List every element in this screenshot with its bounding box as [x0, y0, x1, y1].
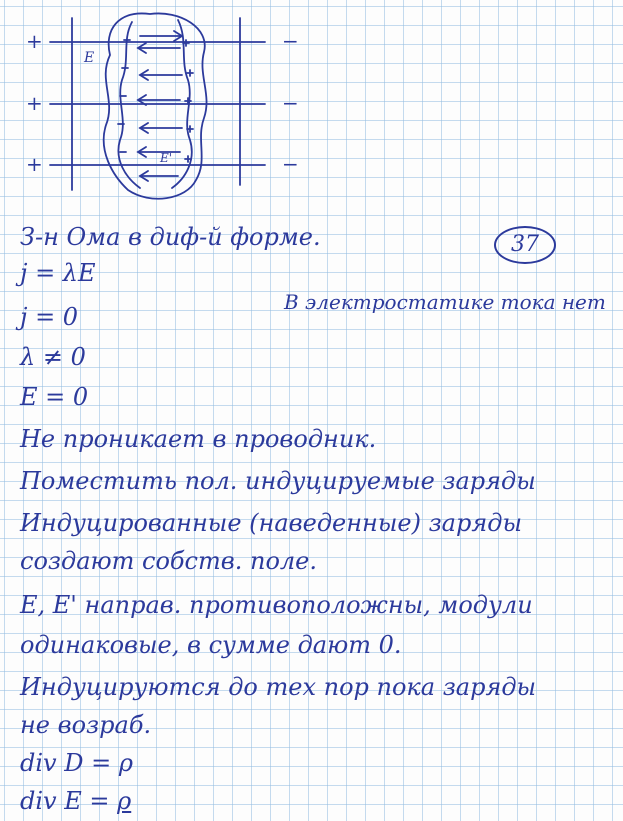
plus-sign-top: + [26, 29, 43, 53]
text-line-1: Не проникает в проводник. [20, 425, 377, 453]
surface-charge-marks [118, 40, 193, 162]
plus-sign-bottom: + [26, 152, 43, 176]
page-number-circle: 37 [494, 226, 556, 264]
text-line-4: создают собств. поле. [20, 547, 317, 575]
text-line-3: Индуцированные (наведенные) заряды [20, 509, 522, 537]
formula-line-5: div D = ρ [20, 749, 133, 777]
side-note: В электростатике тока нет [284, 290, 606, 314]
conductor-in-field-diagram [0, 0, 623, 210]
formula-line-2: j = 0 [20, 303, 79, 331]
minus-sign-bottom: − [282, 152, 299, 176]
minus-sign-middle: − [282, 91, 299, 115]
formula-line-6-fraction: ρ [117, 787, 132, 815]
formula-line-6-prefix: div E = [20, 787, 118, 815]
formula-line-3: λ ≠ 0 [20, 343, 86, 371]
plus-sign-middle: + [26, 91, 43, 115]
formula-line-1: j = λE [20, 259, 96, 287]
text-line-2: Поместить пол. индуцируемые заряды [20, 467, 536, 495]
title-line: З-н Ома в диф-й форме. [20, 223, 321, 251]
text-line-5: E, E' направ. противоположны, модули [20, 591, 533, 619]
text-line-7: Индуцируются до тех пор пока заряды [20, 673, 537, 701]
text-line-6: одинаковые, в сумме дают 0. [20, 631, 402, 659]
formula-line-6 [20, 786, 131, 816]
field-label-outside: E [84, 50, 95, 66]
minus-sign-top: − [282, 29, 299, 53]
text-line-8: не возраб. [20, 711, 152, 739]
field-label-inside: E' [160, 151, 173, 165]
external-field-arrow [140, 31, 182, 41]
formula-line-4: E = 0 [20, 383, 89, 411]
